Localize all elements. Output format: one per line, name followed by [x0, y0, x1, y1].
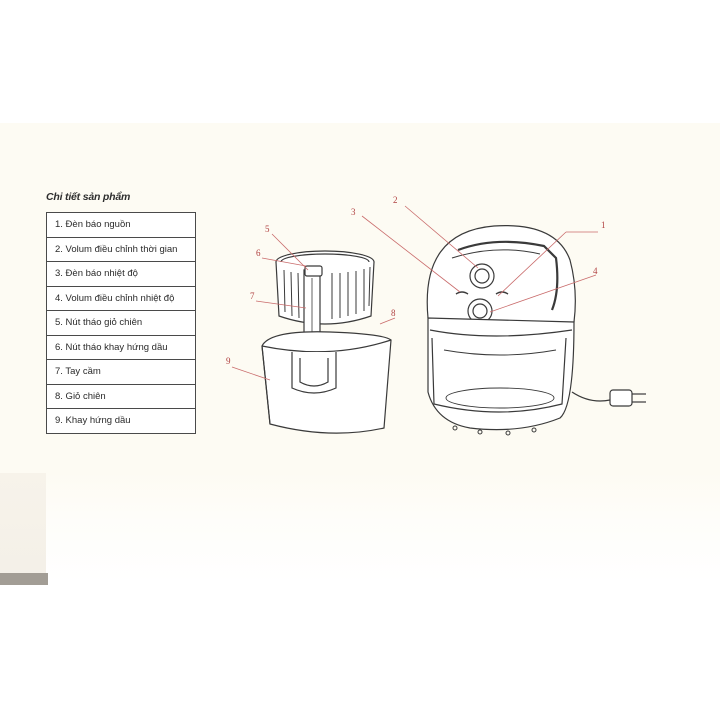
part-item-6: 6. Nút tháo khay hứng dầu — [47, 335, 196, 360]
part-item-5: 5. Nút tháo giỏ chiên — [47, 311, 196, 336]
part-item-7: 7. Tay cầm — [47, 360, 196, 385]
callout-7: 7 — [250, 291, 255, 301]
part-item-1: 1. Đèn báo nguồn — [47, 213, 196, 238]
callout-5: 5 — [265, 224, 270, 234]
part-item-8: 8. Giỏ chiên — [47, 384, 196, 409]
part-item-2: 2. Volum điều chỉnh thời gian — [47, 237, 196, 262]
callout-3: 3 — [351, 207, 356, 217]
fry-basket — [276, 251, 374, 324]
oil-tray — [262, 332, 391, 433]
part-item-9: 9. Khay hứng dầu — [47, 409, 196, 434]
callout-4: 4 — [593, 266, 598, 276]
basket-assembly — [262, 251, 391, 433]
callout-9: 9 — [226, 356, 231, 366]
callout-8: 8 — [391, 308, 396, 318]
callout-1: 1 — [601, 220, 606, 230]
part-item-4: 4. Volum điều chỉnh nhiệt độ — [47, 286, 196, 311]
callout-6: 6 — [256, 248, 261, 258]
fryer-body — [427, 226, 646, 435]
callout-2: 2 — [393, 195, 398, 205]
section-title: Chi tiết sản phẩm — [46, 191, 131, 203]
power-cord — [572, 390, 646, 406]
part-item-3: 3. Đèn báo nhiệt độ — [47, 262, 196, 287]
timer-knob — [470, 264, 494, 288]
